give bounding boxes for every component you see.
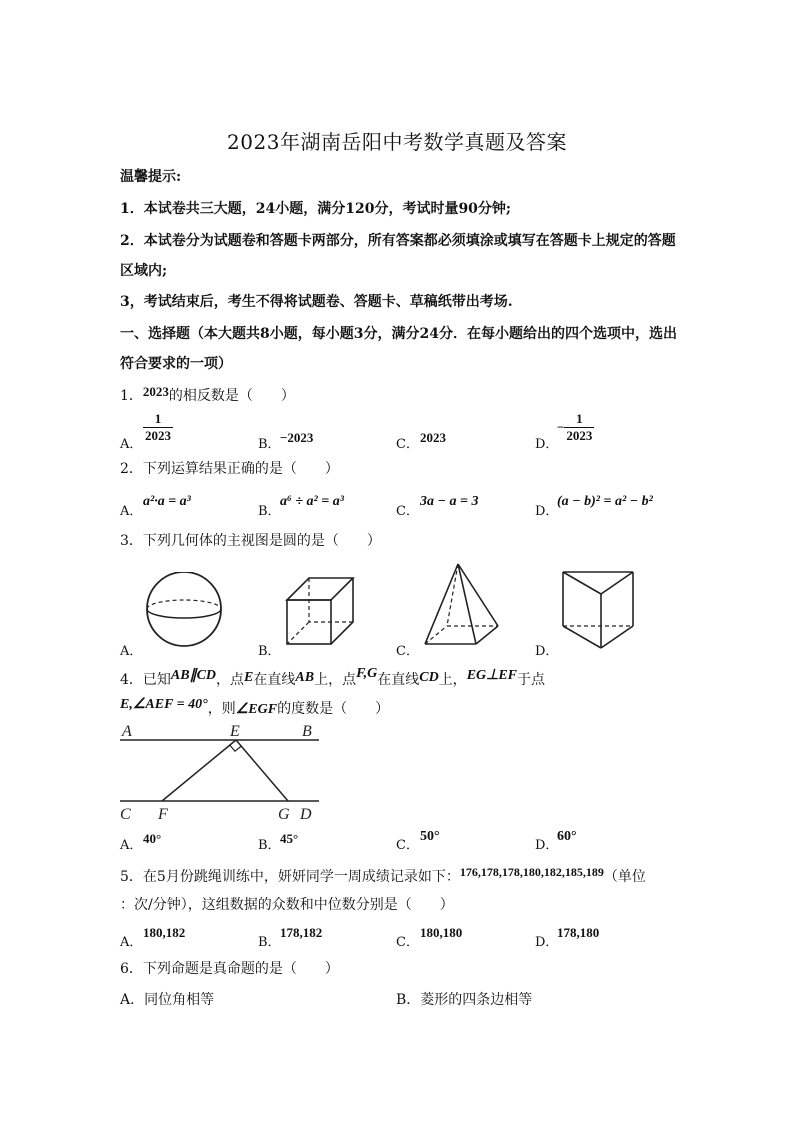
q2-option-a: a²·a = a³	[143, 494, 191, 509]
parallel-lines-figure	[114, 718, 344, 822]
label-c: C	[120, 806, 131, 822]
label-b: B	[302, 723, 312, 740]
q4-text-7: 于点	[517, 672, 546, 688]
q4-text-4: 上，点	[314, 672, 357, 688]
question-1-text: 的相反数是（ ）	[168, 388, 295, 404]
question-5-line2: ：次/分钟），这组数据的众数和中位数分别是（ ）	[120, 897, 454, 913]
q4-option-c-label: C．	[396, 838, 419, 853]
note-2-line2: 区域内;	[120, 263, 168, 279]
q2-option-d: (a − b)² = a² − b²	[557, 494, 653, 509]
q4-math-7: E,∠AEF = 40°	[120, 697, 208, 712]
q5-text-2: （单位	[603, 869, 646, 885]
section-heading-line2: 符合要求的一项）	[120, 356, 232, 372]
q4-math-4: F,G	[356, 666, 378, 681]
prism-figure	[559, 568, 639, 654]
q1-option-d-fraction	[564, 411, 594, 444]
q5-option-d: 178,180	[557, 925, 600, 940]
question-3: 3．下列几何体的主视图是圆的是（ ）	[120, 533, 381, 549]
q4-text-2: ，点	[216, 672, 245, 688]
q4-text-9: 的度数是（ ）	[277, 701, 390, 717]
q3-option-c-label: C．	[396, 644, 419, 659]
q6-option-a: A．同位角相等	[120, 992, 215, 1008]
question-4-line2	[120, 698, 389, 718]
q2-option-b-label: B．	[258, 504, 281, 519]
q6-option-b: B．菱形的四条边相等	[396, 992, 533, 1008]
q1-option-d	[557, 411, 594, 444]
label-a: A	[122, 723, 132, 740]
q4-option-a-label: A．	[120, 838, 143, 853]
q4-math-1: AB∥CD	[170, 668, 217, 683]
q1-option-d-label: D．	[535, 437, 559, 452]
q5-option-a: 180,182	[143, 925, 186, 940]
q4-option-a: 40°	[143, 831, 162, 846]
q3-option-b-label: B．	[258, 644, 281, 659]
question-1-math: 2023	[142, 384, 169, 399]
q1-option-c: 2023	[420, 430, 446, 445]
question-5-line1	[120, 866, 646, 886]
q5-option-b-label: B．	[258, 935, 281, 950]
q4-text-3: 在直线	[253, 672, 296, 688]
page-title: 2023年湖南岳阳中考数学真题及答案	[227, 130, 567, 154]
q1-option-a-fraction	[143, 411, 173, 444]
label-d: D	[300, 806, 312, 822]
q4-math-3: AB	[295, 670, 315, 685]
q1-option-b: −2023	[280, 430, 314, 445]
q3-option-d-label: D．	[535, 644, 559, 659]
q3-option-a-label: A．	[120, 644, 143, 659]
q5-option-c: 180,180	[420, 925, 463, 940]
q1-option-a	[143, 411, 173, 444]
q2-option-d-label: D．	[535, 504, 559, 519]
q4-option-d: 60°	[557, 829, 577, 844]
q1-option-d-sign: −	[557, 419, 565, 435]
q1-option-c-label: C．	[396, 437, 419, 452]
notes-heading: 温馨提示:	[120, 169, 182, 185]
label-e: E	[230, 723, 240, 740]
q4-math-6: EG⊥EF	[466, 668, 518, 683]
q4-text-6: 上，	[438, 672, 467, 688]
question-1	[120, 385, 295, 405]
section-heading-line1: 一、选择题（本大题共8小题，每小题3分，满分24分．在每小题给出的四个选项中，选出	[120, 326, 677, 342]
label-f: F	[158, 806, 168, 822]
q5-option-b: 178,182	[280, 925, 323, 940]
sphere-figure	[140, 572, 230, 652]
q4-text-5: 在直线	[377, 672, 420, 688]
q4-option-d-label: D．	[535, 838, 559, 853]
cube-figure	[283, 572, 363, 652]
question-6: 6．下列命题是真命题的是（ ）	[120, 961, 339, 977]
q5-option-c-label: C．	[396, 935, 419, 950]
q1-option-b-label: B．	[258, 437, 281, 452]
q1-option-d-denominator: 2023	[566, 428, 593, 443]
note-3: 3，考试结束后，考生不得将试题卷、答题卡、草稿纸带出考场.	[120, 294, 513, 310]
q4-option-b: 45°	[280, 831, 299, 846]
question-4-line1	[120, 666, 546, 689]
note-2-line1: 2．本试卷分为试题卷和答题卡两部分，所有答案都必须填涂或填写在答题卡上规定的答题	[120, 233, 676, 249]
q5-option-a-label: A．	[120, 935, 143, 950]
q1-option-d-numerator: 1	[564, 411, 594, 428]
question-2: 2．下列运算结果正确的是（ ）	[120, 461, 339, 477]
q4-math-2: E	[244, 670, 254, 685]
q4-text-1: 4．已知	[120, 672, 171, 688]
q1-option-a-denominator: 2023	[145, 428, 171, 443]
q4-text-8: ，则	[207, 701, 236, 717]
label-g: G	[278, 806, 290, 822]
q5-data: 176,178,178,180,182,185,189	[459, 865, 604, 879]
pyramid-figure	[421, 560, 503, 652]
note-1: 1．本试卷共三大题，24小题，满分120分，考试时量90分钟;	[120, 201, 512, 217]
q4-option-b-label: B．	[258, 838, 281, 853]
q5-option-d-label: D．	[535, 935, 559, 950]
q4-math-8: ∠EGF	[235, 702, 278, 717]
q4-math-5: CD	[419, 670, 439, 685]
q4-option-c: 50°	[420, 829, 440, 844]
question-1-prefix: 1．	[120, 388, 143, 404]
q5-text-1: 5．在5月份跳绳训练中，妍妍同学一周成绩记录如下：	[120, 869, 460, 885]
q2-option-a-label: A．	[120, 504, 143, 519]
q1-option-a-label: A．	[120, 437, 143, 452]
q2-option-c: 3a − a = 3	[420, 494, 479, 509]
q2-option-c-label: C．	[396, 504, 419, 519]
q2-option-b: a⁶ ÷ a² = a³	[280, 494, 344, 509]
q1-option-a-numerator: 1	[143, 411, 173, 428]
